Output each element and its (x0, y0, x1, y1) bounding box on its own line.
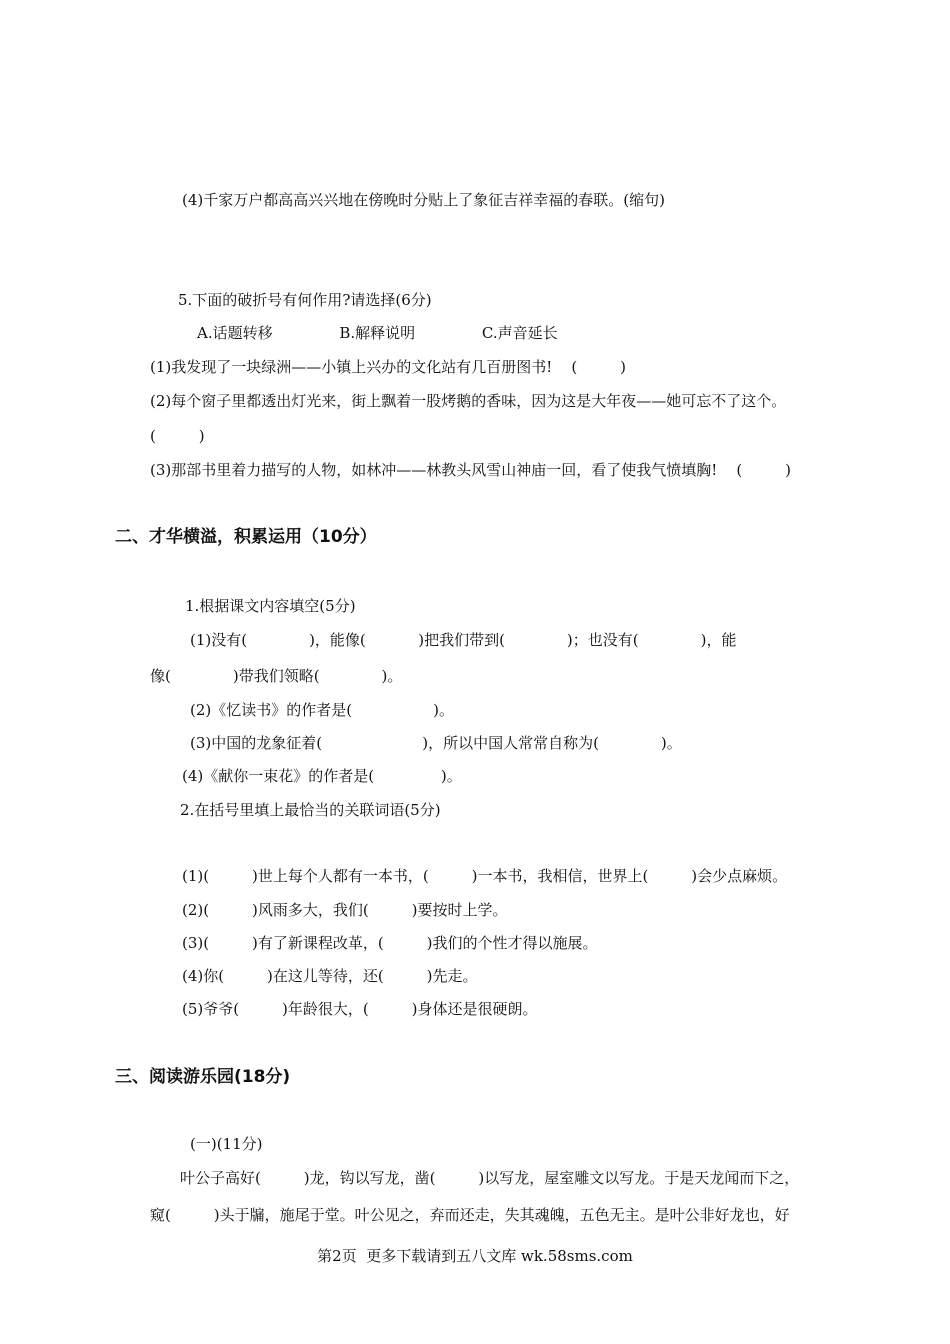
section-2-heading: 二、才华横溢，积累运用（10分） (115, 527, 377, 547)
question-5-title: 5.下面的破折号有何作用?请选择(6分) (178, 291, 432, 309)
page-footer: 第2页 更多下载请到五八文库 wk.58sms.com (317, 1247, 633, 1265)
section-3-part-1: (一)(11分) (190, 1135, 263, 1153)
question-4-4: (4)千家万户都高高兴兴地在傍晚时分贴上了象征吉祥幸福的春联。(缩句) (182, 191, 665, 209)
section-2-q2-2: (2)( )风雨多大，我们( )要按时上学。 (182, 901, 508, 919)
section-2-q2-5: (5)爷爷( )年龄很大，( )身体还是很硬朗。 (182, 1000, 538, 1018)
question-5-3: (3)那部书里着力描写的人物，如林冲——林教头风雪山神庙一回，看了使我气愤填胸! ( ) (150, 461, 791, 479)
question-5-1: (1)我发现了一块绿洲——小镇上兴办的文化站有几百册图书! ( ) (150, 358, 626, 376)
section-2-q2-3: (3)( )有了新课程改革，( )我们的个性才得以施展。 (182, 934, 598, 952)
question-5-2: (2)每个窗子里都透出灯光来，街上飘着一股烤鹅的香味，因为这是大年夜——她可忘不了这个。 (150, 392, 787, 410)
section-2-q2-1: (1)( )世上每个人都有一本书，( )一本书，我相信，世界上( )会少点麻烦。 (182, 867, 788, 885)
section-2-q1-1a: (1)没有( )，能像( )把我们带到( )；也没有( )，能 (190, 631, 737, 649)
section-3-text-line-1: 叶公子高好( )龙，钩以写龙，凿( )以写龙，屋室雕文以写龙。于是天龙闻而下之， (180, 1169, 800, 1187)
section-2-q1-4: (4)《献你一束花》的作者是( )。 (182, 767, 462, 785)
section-3-text-line-2: 窥( )头于牖，施尾于堂。叶公见之，弃而还走，失其魂魄，五色无主。是叶公非好龙也，好 (150, 1206, 790, 1224)
section-2-q2-4: (4)你( )在这儿等待，还( )先走。 (182, 967, 478, 985)
section-2-q1-3: (3)中国的龙象征着( )，所以中国人常常自称为( )。 (190, 734, 682, 752)
question-5-options: A.话题转移 B.解释说明 C.声音延长 (197, 324, 558, 342)
question-5-2-blank: ( ) (150, 427, 205, 445)
section-2-q2-title: 2.在括号里填上最恰当的关联词语(5分) (180, 801, 441, 819)
section-2-q1-title: 1.根据课文内容填空(5分) (185, 597, 356, 615)
section-2-q1-1b: 像( )带我们领略( )。 (150, 667, 403, 685)
section-2-q1-2: (2)《忆读书》的作者是( )。 (190, 701, 455, 719)
section-3-heading: 三、阅读游乐园(18分) (115, 1067, 291, 1087)
